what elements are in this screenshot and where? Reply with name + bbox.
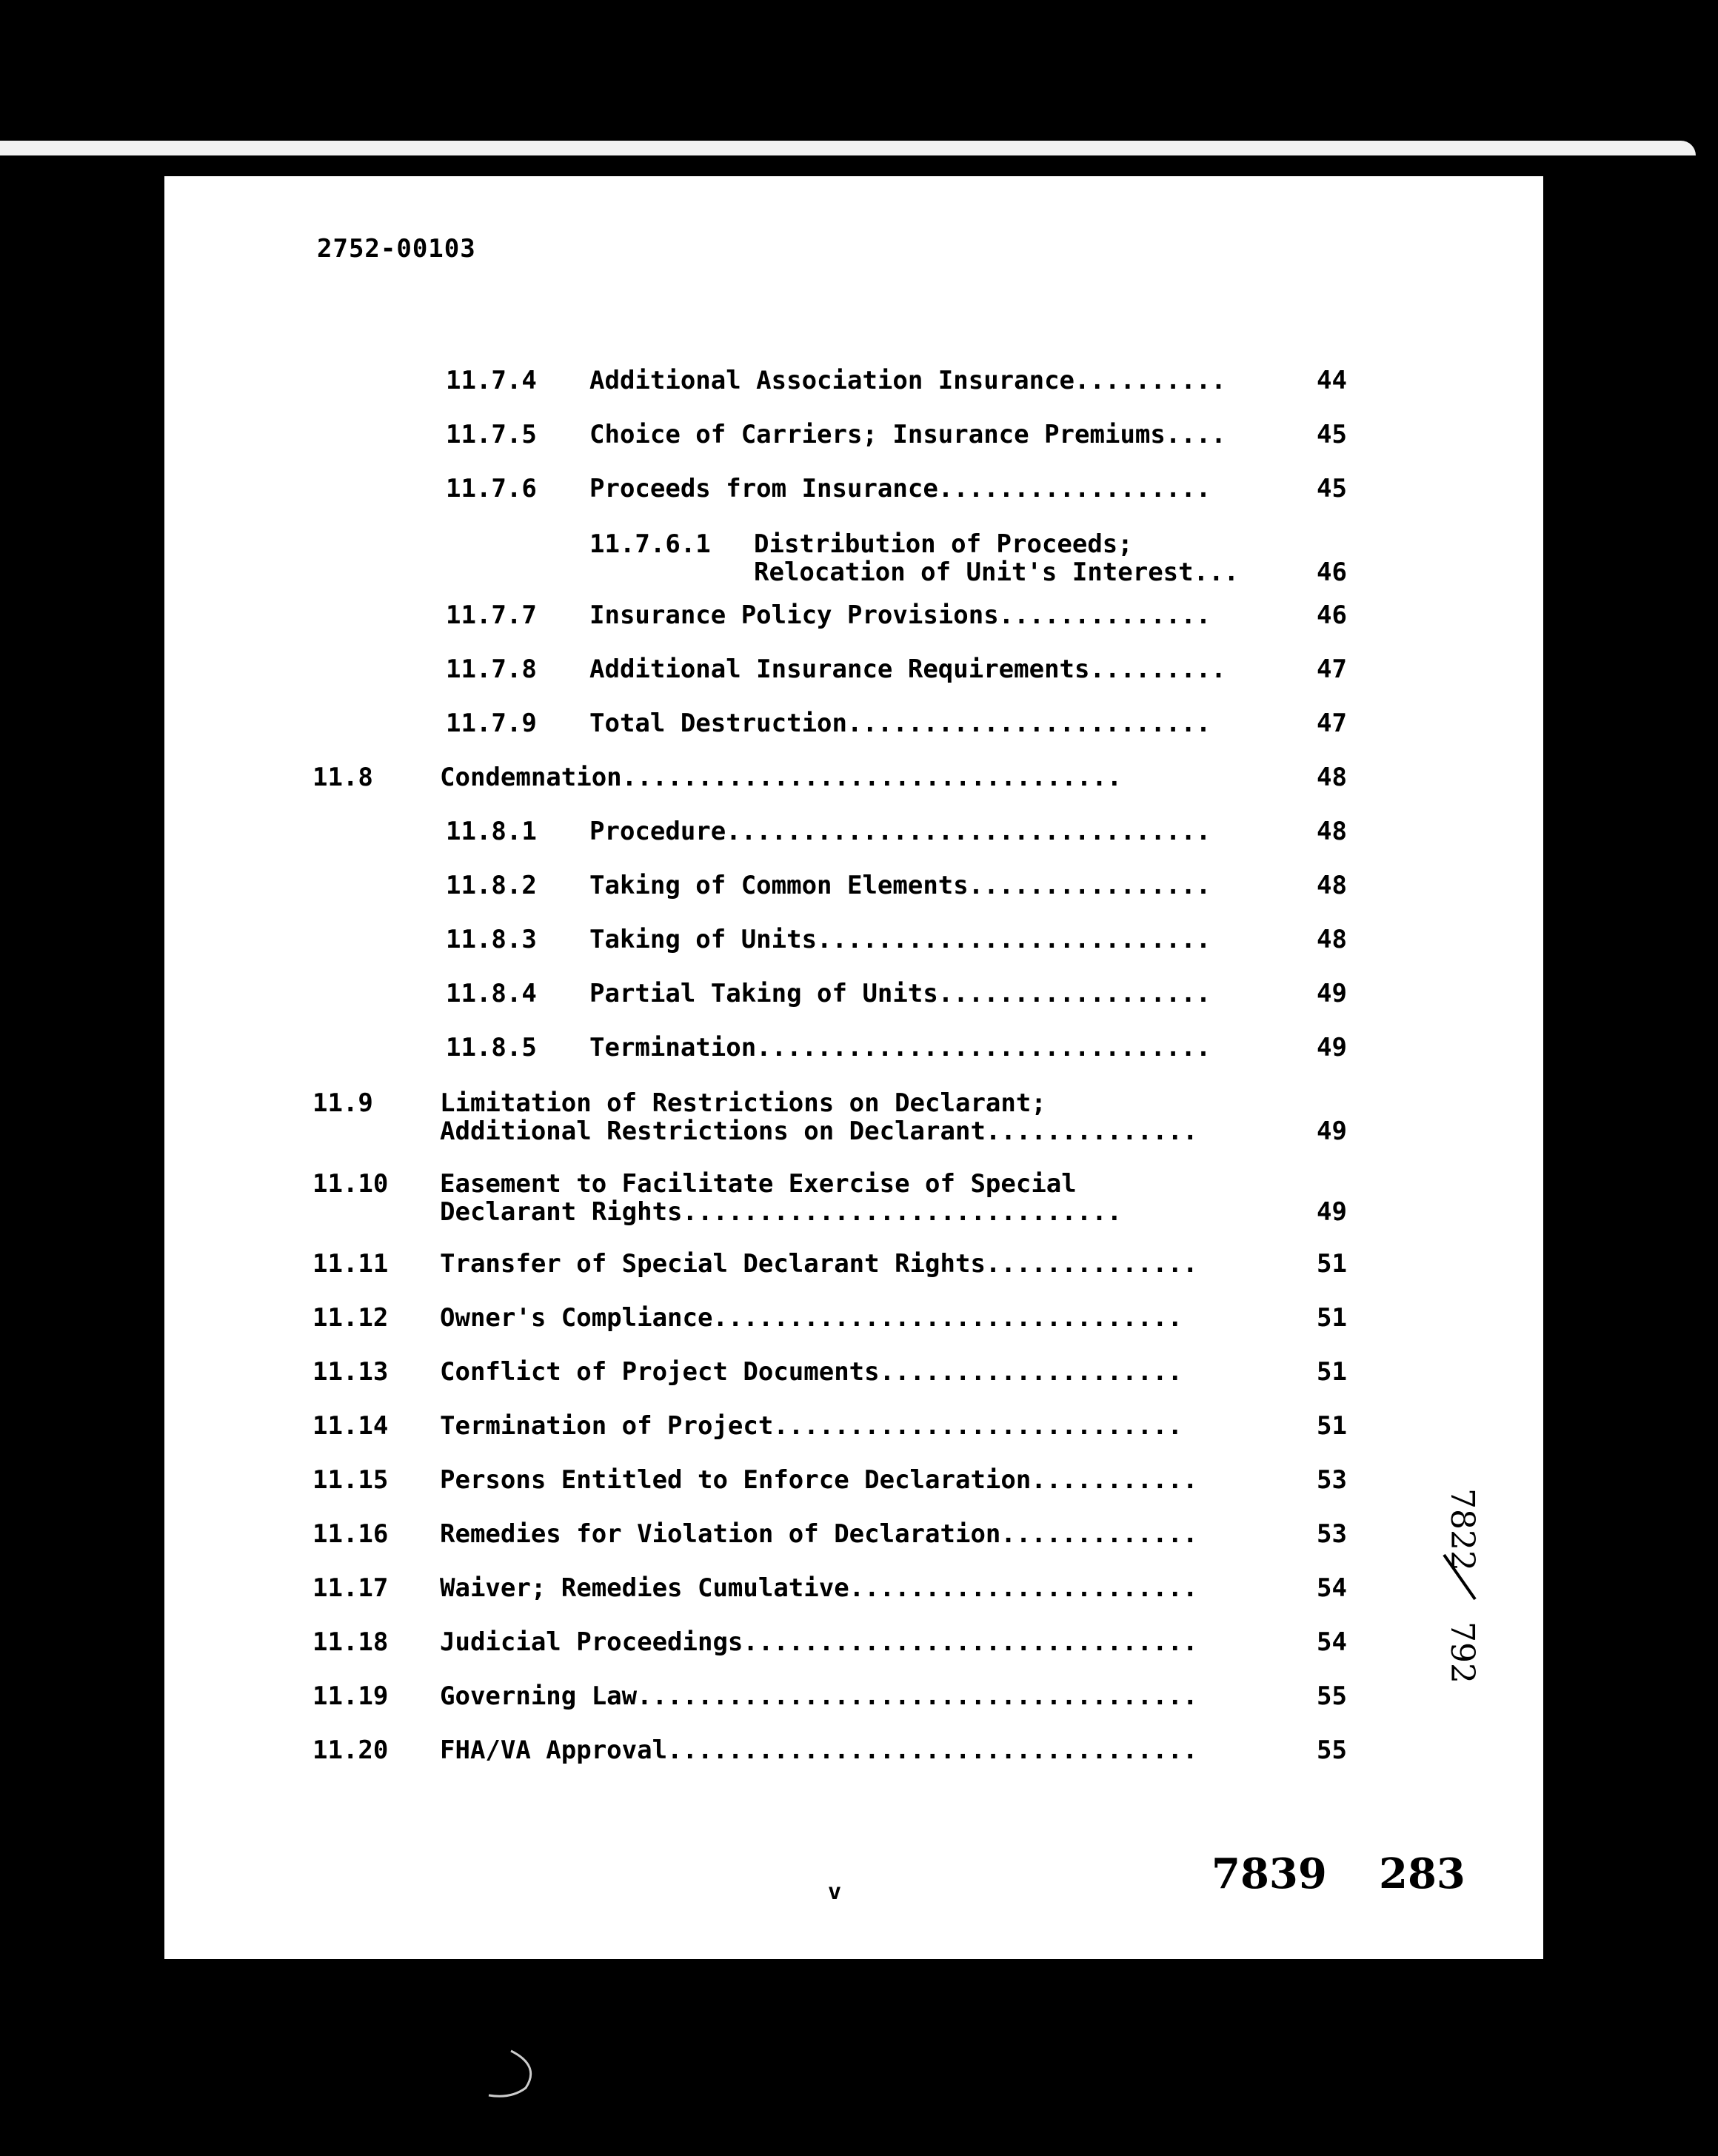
- toc-entry-title: Conflict of Project Documents....................: [440, 1357, 1183, 1387]
- toc-entry-number: 11.9: [312, 1088, 373, 1118]
- toc-entry-page: 49: [1317, 1033, 1347, 1062]
- toc-entry-number: 11.7.5: [446, 420, 537, 449]
- toc-entry-page: 48: [1317, 871, 1347, 900]
- toc-entry-page: 53: [1317, 1519, 1347, 1549]
- toc-entry-title: FHA/VA Approval...................................: [440, 1735, 1198, 1765]
- toc-entry-page: 49: [1317, 1116, 1347, 1146]
- toc-entry-title: Remedies for Violation of Declaration.............: [440, 1519, 1198, 1549]
- toc-entry-page: 55: [1317, 1735, 1347, 1765]
- scan-background: [0, 0, 1718, 148]
- toc-entry-title: Distribution of Proceeds; Relocation of Unit's Interest...: [754, 529, 1240, 587]
- toc-entry-title: Judicial Proceedings..............................: [440, 1627, 1198, 1657]
- toc-entry-page: 54: [1317, 1627, 1347, 1657]
- toc-entry-page: 45: [1317, 474, 1347, 503]
- toc-entry-title: Taking of Units..........................: [589, 925, 1211, 954]
- toc-entry-number: 11.18: [312, 1627, 389, 1657]
- table-of-contents: [164, 176, 1543, 1959]
- toc-entry-number: 11.7.7: [446, 600, 537, 630]
- toc-entry-page: 51: [1317, 1303, 1347, 1333]
- toc-entry-page: 51: [1317, 1411, 1347, 1441]
- page-number-roman: v: [828, 1879, 842, 1905]
- handwritten-note: [1429, 1481, 1488, 1725]
- toc-entry-page: 49: [1317, 979, 1347, 1008]
- toc-entry-title: Additional Association Insurance..........: [589, 366, 1226, 395]
- toc-entry-number: 11.7.6.1: [589, 529, 711, 559]
- toc-entry-title: Limitation of Restrictions on Declarant; Additional Restrictions on Declarant..............: [440, 1088, 1198, 1146]
- toc-entry-title: Waiver; Remedies Cumulative.......................: [440, 1573, 1198, 1603]
- toc-entry-page: 48: [1317, 925, 1347, 954]
- toc-entry-title: Total Destruction........................: [589, 709, 1211, 738]
- toc-entry-number: 11.12: [312, 1303, 389, 1333]
- toc-entry-number: 11.7.9: [446, 709, 537, 738]
- toc-entry-title: Choice of Carriers; Insurance Premiums....: [589, 420, 1226, 449]
- toc-entry-number: 11.8.5: [446, 1033, 537, 1062]
- toc-entry-title: Taking of Common Elements................: [589, 871, 1211, 900]
- toc-entry-number: 11.8.1: [446, 817, 537, 846]
- toc-entry-title: Governing Law.....................................: [440, 1681, 1198, 1711]
- toc-entry-title: Termination..............................: [589, 1033, 1211, 1062]
- toc-entry-page: 53: [1317, 1465, 1347, 1495]
- toc-entry-page: 49: [1317, 1197, 1347, 1227]
- toc-entry-number: 11.10: [312, 1169, 389, 1199]
- toc-entry-number: 11.19: [312, 1681, 389, 1711]
- toc-entry-number: 11.20: [312, 1735, 389, 1765]
- svg-text:7822: 7822: [1443, 1488, 1481, 1571]
- toc-entry-title: Additional Insurance Requirements.........: [589, 654, 1226, 684]
- toc-entry-page: 44: [1317, 366, 1347, 395]
- toc-entry-title: Easement to Facilitate Exercise of Special Declarant Rights.............................: [440, 1169, 1123, 1227]
- toc-entry-page: 54: [1317, 1573, 1347, 1603]
- toc-entry-page: 51: [1317, 1249, 1347, 1279]
- toc-entry-number: 11.13: [312, 1357, 389, 1387]
- toc-entry-title: Procedure................................: [589, 817, 1211, 846]
- toc-entry-page: 47: [1317, 709, 1347, 738]
- toc-entry-page: 47: [1317, 654, 1347, 684]
- document-page: [164, 176, 1543, 1959]
- toc-entry-number: 11.8.4: [446, 979, 537, 1008]
- toc-entry-page: 46: [1317, 600, 1347, 630]
- toc-entry-number: 11.7.8: [446, 654, 537, 684]
- document-id: 2752-00103: [317, 234, 476, 264]
- toc-entry-page: 45: [1317, 420, 1347, 449]
- scan-artifact: [481, 2043, 555, 2103]
- toc-entry-page: 55: [1317, 1681, 1347, 1711]
- toc-entry-page: 46: [1317, 558, 1347, 587]
- toc-entry-number: 11.16: [312, 1519, 389, 1549]
- toc-entry-number: 11.8.3: [446, 925, 537, 954]
- toc-entry-number: 11.8.2: [446, 871, 537, 900]
- toc-entry-title: Transfer of Special Declarant Rights..............: [440, 1249, 1198, 1279]
- toc-entry-page: 51: [1317, 1357, 1347, 1387]
- toc-entry-number: 11.11: [312, 1249, 389, 1279]
- toc-entry-title: Proceeds from Insurance..................: [589, 474, 1211, 503]
- toc-entry-title: Insurance Policy Provisions..............: [589, 600, 1211, 630]
- toc-entry-title: Persons Entitled to Enforce Declaration...........: [440, 1465, 1198, 1495]
- stamp-number-left: 7839: [1211, 1849, 1327, 1898]
- toc-entry-title: Condemnation.................................: [440, 763, 1123, 792]
- stamp-number-right: 283: [1379, 1849, 1465, 1898]
- toc-entry-number: 11.7.6: [446, 474, 537, 503]
- toc-entry-number: 11.8: [312, 763, 373, 792]
- toc-entry-page: 48: [1317, 763, 1347, 792]
- scan-paper-edge: [0, 141, 1696, 155]
- toc-entry-title: Partial Taking of Units..................: [589, 979, 1211, 1008]
- toc-entry-page: 48: [1317, 817, 1347, 846]
- toc-entry-number: 11.7.4: [446, 366, 537, 395]
- toc-entry-number: 11.14: [312, 1411, 389, 1441]
- toc-entry-title: Owner's Compliance...............................: [440, 1303, 1183, 1333]
- toc-entry-title: Termination of Project...........................: [440, 1411, 1183, 1441]
- toc-entry-number: 11.15: [312, 1465, 389, 1495]
- svg-text:792: 792: [1443, 1621, 1481, 1684]
- toc-entry-number: 11.17: [312, 1573, 389, 1603]
